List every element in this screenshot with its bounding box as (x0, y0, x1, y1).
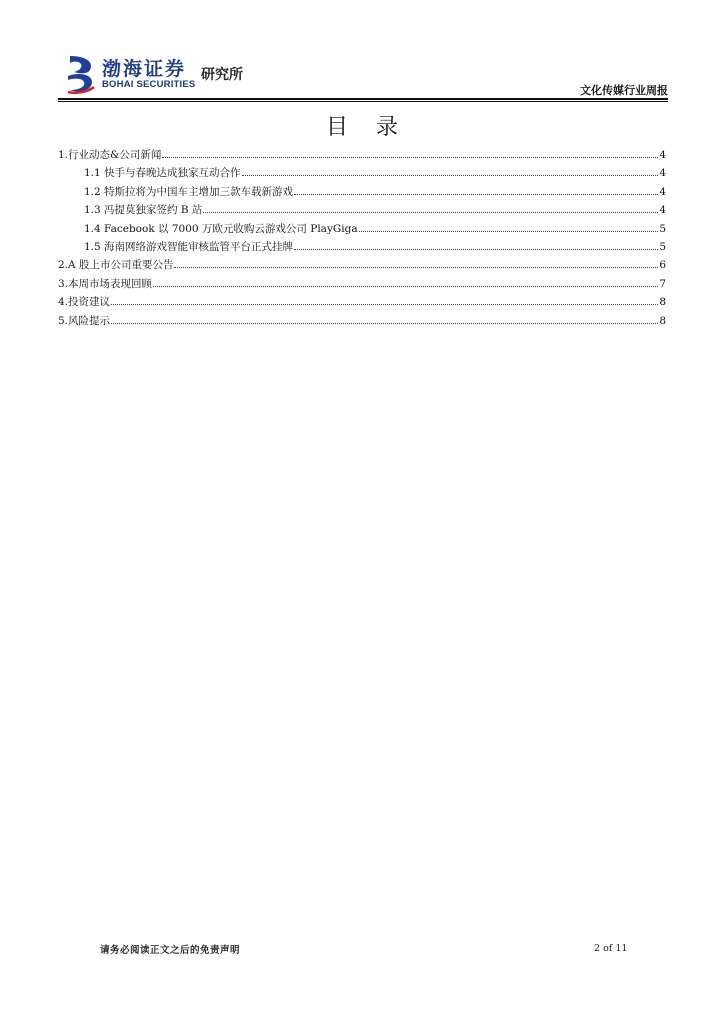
toc-leader-dots (294, 249, 658, 250)
toc-entry-label: 1.5 海南网络游戏智能审核监管平台正式挂牌 (84, 240, 294, 253)
toc-entry-label: 1.4 Facebook 以 7000 万欧元收购云游戏公司 PlayGiga (84, 222, 358, 235)
report-type: 文化传媒行业周报 (580, 84, 668, 97)
toc-leader-dots (162, 157, 658, 158)
toc-entry-page: 5 (659, 222, 666, 235)
toc-entry-label: 4.投资建议 (58, 296, 111, 309)
toc-entry-label: 3.本周市场表现回顾 (58, 277, 153, 290)
toc-entry[interactable] (58, 220, 666, 238)
table-of-contents (58, 146, 666, 330)
toc-entry[interactable] (58, 312, 666, 330)
toc-title: 目录 (325, 115, 426, 140)
toc-entry[interactable] (58, 275, 666, 293)
bohai-logo-icon (66, 54, 98, 94)
toc-entry[interactable] (58, 256, 666, 274)
toc-leader-dots (359, 231, 659, 232)
header-rule-thin (58, 101, 668, 102)
toc-entry-page: 4 (659, 149, 666, 161)
toc-entry[interactable] (58, 201, 666, 219)
toc-leader-dots (242, 175, 659, 176)
toc-entry[interactable] (58, 238, 666, 256)
header-rule (58, 98, 668, 100)
toc-leader-dots (111, 304, 658, 305)
toc-entry-page: 4 (659, 185, 666, 198)
toc-entry-page: 4 (659, 167, 666, 180)
logo-english-name: BOHAI SECURITIES (102, 79, 196, 90)
toc-entry-label: 2.A 股上市公司重要公告 (58, 259, 174, 272)
page-number: 2 of 11 (594, 943, 628, 954)
toc-entry-page: 8 (659, 296, 666, 309)
company-logo (66, 52, 266, 98)
logo-chinese-name: 渤海证券 (102, 58, 187, 80)
toc-leader-dots (153, 286, 658, 287)
toc-entry-page: 5 (659, 240, 666, 253)
toc-leader-dots (111, 323, 658, 324)
toc-entry-label: 1.2 特斯拉将为中国车主增加三款车载新游戏 (84, 185, 294, 198)
toc-entry[interactable] (58, 164, 666, 182)
toc-entry-label: 1.3 冯提莫独家签约 B 站 (84, 204, 203, 217)
toc-entry-page: 8 (659, 314, 666, 327)
toc-entry[interactable] (58, 293, 666, 311)
toc-entry[interactable] (58, 183, 666, 201)
toc-entry-page: 4 (659, 204, 666, 217)
toc-leader-dots (294, 194, 658, 195)
footer-disclaimer: 请务必阅读正文之后的免责声明 (100, 945, 241, 956)
toc-leader-dots (174, 267, 658, 268)
toc-entry-page: 7 (659, 277, 666, 290)
toc-entry-label: 1.行业动态&公司新闻 (58, 149, 162, 161)
institute-label: 研究所 (201, 67, 243, 83)
toc-entry-label: 1.1 快手与春晚达成独家互动合作 (84, 167, 241, 180)
toc-leader-dots (203, 212, 658, 213)
toc-entry-page: 6 (659, 259, 666, 272)
toc-entry-label: 5.风险提示 (58, 314, 111, 327)
toc-entry[interactable] (58, 146, 666, 164)
